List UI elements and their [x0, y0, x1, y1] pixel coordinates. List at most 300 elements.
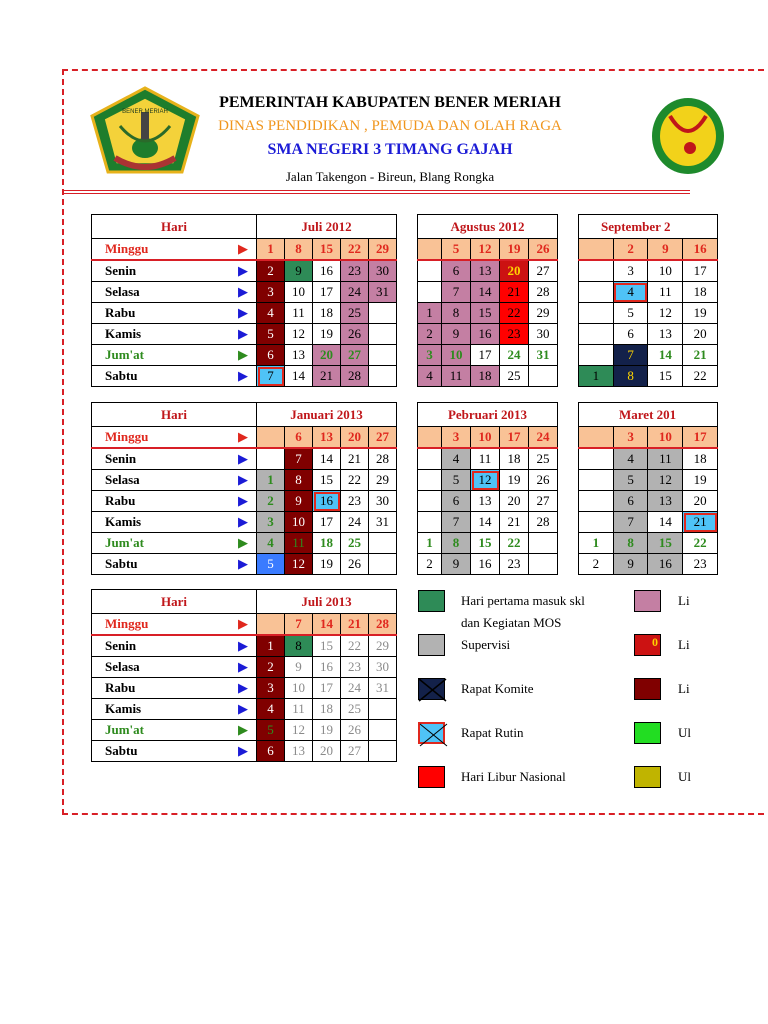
- play-arrow-icon: ▶: [222, 657, 257, 678]
- day-rows: [418, 239, 558, 387]
- date-cell: 25: [529, 448, 558, 470]
- date-cell: 16: [471, 324, 500, 345]
- date-cell: 17: [683, 427, 718, 449]
- date-cell: 24: [341, 678, 369, 699]
- date-cell: 15: [471, 303, 500, 324]
- date-cell: 13: [471, 491, 500, 512]
- date-cell: 26: [529, 239, 558, 261]
- date-cell: 10: [285, 282, 313, 303]
- date-cell: 4: [613, 448, 648, 470]
- date-cell: 7: [442, 512, 471, 533]
- day-row: [418, 324, 558, 345]
- day-row: [92, 512, 397, 533]
- date-cell: [418, 239, 442, 261]
- date-cell: [529, 366, 558, 387]
- date-cell: 12: [648, 470, 683, 491]
- date-cell: 21: [683, 512, 718, 533]
- date-cell: 7: [613, 512, 648, 533]
- date-cell: 26: [341, 324, 369, 345]
- day-name: Kamis: [92, 324, 222, 345]
- header-line-2: DINAS PENDIDIKAN , PEMUDA DAN OLAH RAGA: [218, 118, 562, 134]
- date-cell: 28: [369, 448, 397, 470]
- date-cell: 30: [369, 657, 397, 678]
- play-arrow-icon: ▶: [222, 470, 257, 491]
- date-cell: [529, 554, 558, 575]
- date-cell: 10: [471, 427, 500, 449]
- day-name: Kamis: [92, 699, 222, 720]
- day-row: [579, 427, 718, 449]
- header-line-1: PEMERINTAH KABUPATEN BENER MERIAH: [219, 94, 561, 111]
- date-cell: 10: [442, 345, 471, 366]
- day-rows: [579, 427, 718, 575]
- date-cell: 17: [500, 427, 529, 449]
- date-cell: 18: [683, 448, 718, 470]
- date-cell: 25: [500, 366, 529, 387]
- date-cell: 4: [257, 303, 285, 324]
- play-arrow-icon: ▶: [222, 554, 257, 575]
- calendar-januari-2013: [91, 402, 397, 575]
- date-cell: 22: [341, 635, 369, 657]
- date-cell: 3: [442, 427, 471, 449]
- date-cell: 21: [341, 448, 369, 470]
- date-cell: 6: [257, 345, 285, 366]
- date-cell: 27: [529, 491, 558, 512]
- day-row: [579, 470, 718, 491]
- date-cell: 10: [285, 678, 313, 699]
- day-name: Minggu: [92, 239, 222, 261]
- day-row: [418, 345, 558, 366]
- date-cell: 11: [648, 282, 683, 303]
- date-cell: 29: [369, 635, 397, 657]
- date-cell: 12: [471, 239, 500, 261]
- play-arrow-icon: ▶: [222, 260, 257, 282]
- date-cell: 19: [313, 554, 341, 575]
- day-row: [92, 470, 397, 491]
- day-row: [92, 491, 397, 512]
- date-cell: 28: [529, 512, 558, 533]
- date-cell: 18: [313, 699, 341, 720]
- date-cell: 10: [648, 427, 683, 449]
- legend-rapat-rutin: Rapat Rutin: [461, 725, 524, 740]
- date-cell: 20: [313, 345, 341, 366]
- date-cell: [369, 366, 397, 387]
- date-cell: 18: [500, 448, 529, 470]
- legend-ul-1: Ul: [678, 725, 691, 740]
- date-cell: 15: [313, 470, 341, 491]
- date-cell: 14: [285, 366, 313, 387]
- date-cell: 23: [500, 554, 529, 575]
- date-cell: 20: [341, 427, 369, 449]
- day-row: [92, 239, 397, 261]
- date-cell: 11: [285, 699, 313, 720]
- day-row: [92, 741, 397, 762]
- day-row: [418, 282, 558, 303]
- header-line-3: SMA NEGERI 3 TIMANG GAJAH: [267, 141, 513, 158]
- date-cell: 9: [442, 324, 471, 345]
- date-cell: 23: [341, 657, 369, 678]
- day-row: [418, 303, 558, 324]
- day-name: Sabtu: [92, 366, 222, 387]
- legend-li-2: Li: [678, 637, 690, 652]
- date-cell: 14: [313, 448, 341, 470]
- date-cell: [369, 345, 397, 366]
- date-cell: 8: [285, 635, 313, 657]
- date-cell: 23: [500, 324, 529, 345]
- play-arrow-icon: ▶: [222, 448, 257, 470]
- header-divider: [64, 193, 690, 194]
- day-row: [579, 303, 718, 324]
- date-cell: 17: [313, 512, 341, 533]
- date-cell: 28: [369, 614, 397, 636]
- day-row: [579, 239, 718, 261]
- day-row: [418, 366, 558, 387]
- date-cell: 6: [442, 260, 471, 282]
- calendar-juli-2013: [91, 589, 397, 762]
- day-row: [418, 533, 558, 554]
- month-title: Maret 201: [579, 403, 718, 427]
- day-row: [92, 554, 397, 575]
- day-row: [92, 260, 397, 282]
- play-arrow-icon: ▶: [222, 720, 257, 741]
- date-cell: 1: [257, 239, 285, 261]
- date-cell: 5: [257, 554, 285, 575]
- date-cell: 2: [257, 491, 285, 512]
- play-arrow-icon: ▶: [222, 427, 257, 449]
- day-rows: [92, 614, 397, 762]
- day-name: Rabu: [92, 303, 222, 324]
- date-cell: 13: [285, 741, 313, 762]
- date-cell: [418, 470, 442, 491]
- date-cell: 5: [442, 239, 471, 261]
- date-cell: [418, 491, 442, 512]
- date-cell: 17: [313, 282, 341, 303]
- date-cell: 1: [579, 366, 614, 387]
- date-cell: 13: [648, 491, 683, 512]
- day-name: Senin: [92, 635, 222, 657]
- date-cell: 23: [341, 260, 369, 282]
- date-cell: 21: [683, 345, 718, 366]
- date-cell: [257, 448, 285, 470]
- date-cell: 12: [285, 324, 313, 345]
- date-cell: 20: [313, 741, 341, 762]
- date-cell: 21: [500, 282, 529, 303]
- date-cell: 8: [285, 470, 313, 491]
- day-row: [92, 614, 397, 636]
- date-cell: 11: [442, 366, 471, 387]
- day-row: [579, 491, 718, 512]
- date-cell: 9: [648, 239, 683, 261]
- date-cell: 6: [442, 491, 471, 512]
- date-cell: 20: [683, 491, 718, 512]
- date-cell: 30: [529, 324, 558, 345]
- play-arrow-icon: ▶: [222, 512, 257, 533]
- date-cell: 6: [257, 741, 285, 762]
- date-cell: 27: [341, 741, 369, 762]
- date-cell: 3: [257, 678, 285, 699]
- date-cell: 3: [418, 345, 442, 366]
- legend-swatch-libur-1: [634, 590, 661, 612]
- date-cell: 3: [613, 427, 648, 449]
- date-cell: [369, 554, 397, 575]
- date-cell: 29: [369, 470, 397, 491]
- date-cell: [579, 427, 614, 449]
- day-name: Sabtu: [92, 741, 222, 762]
- day-row: [579, 282, 718, 303]
- date-cell: 24: [341, 512, 369, 533]
- day-row: [418, 260, 558, 282]
- day-name: Jum'at: [92, 720, 222, 741]
- day-row: [418, 427, 558, 449]
- date-cell: 31: [369, 512, 397, 533]
- hari-header: Hari: [92, 403, 257, 427]
- date-cell: 16: [648, 554, 683, 575]
- date-cell: 24: [529, 427, 558, 449]
- legend-swatch-hari-pertama: [418, 590, 445, 612]
- date-cell: 18: [471, 366, 500, 387]
- date-cell: 2: [418, 324, 442, 345]
- date-cell: 7: [257, 366, 285, 387]
- date-cell: 8: [442, 303, 471, 324]
- date-cell: 7: [285, 448, 313, 470]
- date-cell: [579, 324, 614, 345]
- date-cell: 8: [442, 533, 471, 554]
- date-cell: [418, 282, 442, 303]
- date-cell: [579, 470, 614, 491]
- date-cell: 19: [500, 239, 529, 261]
- date-cell: 4: [613, 282, 648, 303]
- day-row: [418, 470, 558, 491]
- date-cell: 18: [683, 282, 718, 303]
- date-cell: 19: [500, 470, 529, 491]
- day-row: [579, 554, 718, 575]
- date-cell: 31: [369, 678, 397, 699]
- date-cell: 6: [613, 491, 648, 512]
- date-cell: 19: [313, 324, 341, 345]
- day-row: [92, 678, 397, 699]
- date-cell: 16: [471, 554, 500, 575]
- day-name: Senin: [92, 260, 222, 282]
- date-cell: 2: [613, 239, 648, 261]
- day-name: Rabu: [92, 678, 222, 699]
- day-row: [579, 512, 718, 533]
- date-cell: 22: [341, 470, 369, 491]
- date-cell: 11: [285, 303, 313, 324]
- date-cell: 31: [369, 282, 397, 303]
- day-row: [92, 427, 397, 449]
- date-cell: 22: [500, 303, 529, 324]
- date-cell: 9: [613, 554, 648, 575]
- date-cell: 18: [313, 533, 341, 554]
- date-cell: 29: [529, 303, 558, 324]
- date-cell: [369, 699, 397, 720]
- date-cell: 7: [442, 282, 471, 303]
- date-cell: 22: [500, 533, 529, 554]
- date-cell: 8: [285, 239, 313, 261]
- date-cell: [418, 512, 442, 533]
- day-row: [92, 657, 397, 678]
- date-cell: 14: [313, 614, 341, 636]
- date-cell: 20: [500, 260, 529, 282]
- date-cell: 5: [613, 303, 648, 324]
- date-cell: 13: [285, 345, 313, 366]
- day-row: [92, 533, 397, 554]
- date-cell: 6: [613, 324, 648, 345]
- day-rows: [418, 427, 558, 575]
- date-cell: 25: [341, 699, 369, 720]
- day-name: Senin: [92, 448, 222, 470]
- date-cell: 4: [257, 533, 285, 554]
- play-arrow-icon: ▶: [222, 678, 257, 699]
- day-row: [418, 491, 558, 512]
- day-row: [92, 635, 397, 657]
- day-row: [92, 366, 397, 387]
- date-cell: [369, 720, 397, 741]
- date-cell: 5: [257, 720, 285, 741]
- date-cell: 17: [313, 678, 341, 699]
- date-cell: 7: [285, 614, 313, 636]
- hari-header: Hari: [92, 590, 257, 614]
- date-cell: [418, 260, 442, 282]
- date-cell: 11: [471, 448, 500, 470]
- date-cell: [579, 448, 614, 470]
- legend-libur-nasional: Hari Libur Nasional: [461, 769, 566, 784]
- date-cell: 21: [341, 614, 369, 636]
- calendar-maret-2013: [578, 402, 718, 575]
- play-arrow-icon: ▶: [222, 741, 257, 762]
- date-cell: 3: [257, 282, 285, 303]
- date-cell: 9: [285, 260, 313, 282]
- date-cell: 24: [500, 345, 529, 366]
- date-cell: 27: [529, 260, 558, 282]
- day-row: [92, 345, 397, 366]
- day-row: [92, 282, 397, 303]
- date-cell: [579, 239, 614, 261]
- date-cell: 16: [313, 657, 341, 678]
- date-cell: [257, 427, 285, 449]
- date-cell: 17: [471, 345, 500, 366]
- date-cell: 1: [418, 303, 442, 324]
- day-rows: [92, 239, 397, 387]
- play-arrow-icon: ▶: [222, 533, 257, 554]
- day-row: [579, 324, 718, 345]
- calendar-agustus-2012: [417, 214, 558, 387]
- day-row: [579, 366, 718, 387]
- day-row: [579, 345, 718, 366]
- date-cell: 5: [613, 470, 648, 491]
- date-cell: 22: [683, 366, 718, 387]
- date-cell: 1: [418, 533, 442, 554]
- day-row: [92, 720, 397, 741]
- date-cell: 26: [341, 554, 369, 575]
- date-cell: 28: [529, 282, 558, 303]
- hari-header: Hari: [92, 215, 257, 239]
- month-title: September 2: [579, 215, 718, 239]
- date-cell: 7: [613, 345, 648, 366]
- calendar-pebruari-2013: [417, 402, 558, 575]
- date-cell: [579, 345, 614, 366]
- date-cell: 15: [471, 533, 500, 554]
- date-cell: 2: [257, 260, 285, 282]
- date-cell: 22: [341, 239, 369, 261]
- date-cell: [579, 282, 614, 303]
- date-cell: 4: [418, 366, 442, 387]
- play-arrow-icon: ▶: [222, 345, 257, 366]
- calendar-september-2012: [578, 214, 718, 387]
- legend-swatch-libur-3: [634, 678, 661, 700]
- legend-swatch-supervisi: [418, 634, 445, 656]
- date-cell: 26: [341, 720, 369, 741]
- play-arrow-icon: ▶: [222, 491, 257, 512]
- date-cell: 20: [500, 491, 529, 512]
- legend-swatch-rapat-rutin: [418, 722, 445, 744]
- date-cell: 12: [471, 470, 500, 491]
- date-cell: 12: [285, 720, 313, 741]
- date-cell: [369, 533, 397, 554]
- date-cell: 4: [442, 448, 471, 470]
- date-cell: 10: [648, 260, 683, 282]
- date-cell: 8: [613, 533, 648, 554]
- play-arrow-icon: ▶: [222, 635, 257, 657]
- date-cell: 27: [369, 427, 397, 449]
- month-title: Pebruari 2013: [418, 403, 558, 427]
- legend-swatch-ulangan-1: [634, 722, 661, 744]
- date-cell: 13: [471, 260, 500, 282]
- date-cell: 10: [285, 512, 313, 533]
- date-cell: 15: [648, 366, 683, 387]
- day-name: Kamis: [92, 512, 222, 533]
- day-row: [92, 303, 397, 324]
- date-cell: 22: [683, 533, 718, 554]
- date-cell: 18: [313, 303, 341, 324]
- play-arrow-icon: ▶: [222, 366, 257, 387]
- date-cell: 12: [648, 303, 683, 324]
- date-cell: 5: [442, 470, 471, 491]
- legend-rapat-komite: Rapat Komite: [461, 681, 534, 696]
- date-cell: [369, 741, 397, 762]
- date-cell: 28: [341, 366, 369, 387]
- day-name: Selasa: [92, 657, 222, 678]
- day-rows: [579, 239, 718, 387]
- date-cell: 14: [648, 512, 683, 533]
- day-row: [579, 448, 718, 470]
- date-cell: 27: [341, 345, 369, 366]
- date-cell: 12: [285, 554, 313, 575]
- day-name: Minggu: [92, 614, 222, 636]
- date-cell: 19: [683, 303, 718, 324]
- date-cell: 15: [648, 533, 683, 554]
- play-arrow-icon: ▶: [222, 282, 257, 303]
- month-title: Agustus 2012: [418, 215, 558, 239]
- legend-ul-2: Ul: [678, 769, 691, 784]
- calendar-juli-2012: [91, 214, 397, 387]
- day-row: [579, 533, 718, 554]
- date-cell: 9: [285, 491, 313, 512]
- date-cell: 3: [613, 260, 648, 282]
- date-cell: [579, 303, 614, 324]
- date-cell: 17: [683, 260, 718, 282]
- date-cell: 25: [341, 533, 369, 554]
- date-cell: 29: [369, 239, 397, 261]
- date-cell: 14: [648, 345, 683, 366]
- date-cell: 14: [471, 512, 500, 533]
- day-name: Minggu: [92, 427, 222, 449]
- date-cell: 16: [313, 260, 341, 282]
- date-cell: 8: [613, 366, 648, 387]
- day-name: Selasa: [92, 282, 222, 303]
- date-cell: 25: [341, 303, 369, 324]
- date-cell: 26: [529, 470, 558, 491]
- play-arrow-icon: ▶: [222, 324, 257, 345]
